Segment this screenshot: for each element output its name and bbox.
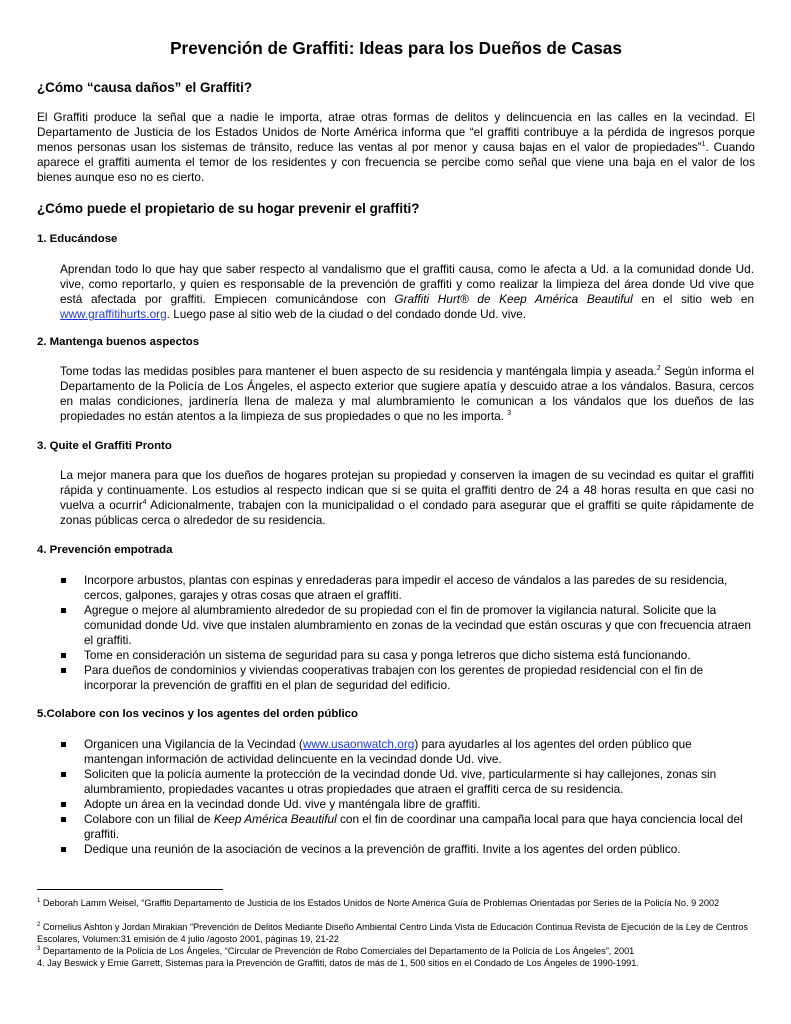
section-1-heading: 1. Educándose (37, 233, 118, 245)
section-3-heading: 3. Quite el Graffiti Pronto (37, 440, 172, 452)
bullet-icon (61, 802, 66, 807)
intro-paragraph: El Graffiti produce la señal que a nadie le importa, atrae otras formas de delitos y delincuencia en las calles en la vecindad. El Departamento de Justicia de los Estados Unidos de Norte América informa que “el graffiti contribuye a la pérdida de ingresos porque menos personas usan los sistemas de tránsito, reduce las ventas al por menor y causa bajas en el valor de propiedades”$^1$. Cuando aparece el graffiti aumenta el temor de los residentes y con frecuencia se percibe como señal que viene una baja en el valor de los bienes aunque eso no es cierto. (37, 110, 755, 184)
page-title: Prevención de Graffiti: Ideas para los Dueños de Casas (170, 38, 622, 58)
section-2-paragraph: Tome todas las medidas posibles para mantener el buen aspecto de su residencia y manténgala limpia y aseada.$^2$ Según informa el Departamento de la Policía de Los Ángeles, el aspecto exterior que sugiere apatía y descuido atrae a los vándalos. Basura, cercos en malas condiciones, jardinería llena de maleza y mal alumbramiento le comunican a los vándalos que los dueños de las propiedades no están atentos a la limpieza de sus propiedades o que no les importa. $^3$ (60, 364, 754, 423)
usaonwatch-link[interactable]: www.usaonwatch.org (302, 737, 415, 751)
section-3-paragraph: La mejor manera para que los dueños de hogares protejan su propiedad y conserven la imagen de su vecindad es quitar el graffiti rápida y continuamente. Los estudios al respecto indican que si se quita el graffiti dentro de 24 a 48 horas resulta en que casi no vuelva a ocurrir$^4$ Adicionalmente, trabajen con la municipalidad o el condado para asegurar que el graffiti se quite rápidamente de zonas públicas cerca o alrededor de su residencia. (60, 468, 754, 527)
list-item: Para dueños de condominios y viviendas cooperativas trabajen con los gerentes de propiedad residencial con el fin de incorporar la prevención de graffiti en el plan de seguridad del edificio. (60, 663, 754, 693)
list-item: Adopte un área en la vecindad donde Ud. vive y manténgala libre de graffiti. (60, 797, 754, 812)
section-5-heading: 5.Colabore con los vecinos y los agentes del orden público (37, 708, 358, 720)
list-item: Organicen una Vigilancia de la Vecindad (www.usaonwatch.org) para ayudarles al los agentes del orden público que mantengan información de actividad delincuente en la vecindad donde Ud. vive. (60, 737, 754, 767)
list-item: Dedique una reunión de la asociación de vecinos a la prevención de graffiti. Invite a los agentes del orden público. (60, 842, 754, 857)
section-2-heading: 2. Mantenga buenos aspectos (37, 336, 200, 348)
bullet-icon (61, 847, 66, 852)
bullet-icon (61, 578, 66, 583)
heading-why-damage: ¿Cómo “causa daños” el Graffiti? (37, 80, 253, 95)
heading-how-prevent: ¿Cómo puede el propietario de su hogar prevenir el graffiti? (37, 201, 420, 216)
footnote-4: 4. Jay Beswick y Ernie Garrett, Sistemas para la Prevención de Graffiti, datos de más de 1, 500 sitios en el Condado de Los Ángeles de 1990-1991. (37, 958, 639, 968)
bullet-icon (61, 668, 66, 673)
list-item: Colabore con un filial de Keep América Beautiful con el fin de coordinar una campaña local para que haya conciencia local del graffiti. (60, 812, 754, 842)
bullet-icon (61, 653, 66, 658)
graffitihurts-link[interactable]: www.graffitihurts.org (60, 307, 167, 321)
footnote-1: $^1$ Deborah Lamm Weisel, “Graffiti Departamento de Justicia de los Estados Unidos de Norte América Guía de Problemas Orientadas por Series de la Policía No. 9 2002 (37, 898, 720, 908)
list-item: Incorpore arbustos, plantas con espinas y enredaderas para impedir el acceso de vándalos a las paredes de su residencia, cercos, galpones, garajes y otras cosas que atraen el graffiti. (60, 573, 754, 603)
section-4-heading: 4. Prevención empotrada (37, 544, 173, 556)
bullet-icon (61, 742, 66, 747)
footnote-2: $^2$ Cornelius Ashton y Jordan Mirakian “Prevención de Delitos Mediante Diseño Ambiental Centro Linda Vista de Educación Continua Revista de Ejecución de la Ley de Centros Escolares, Volumen:31 emisión de 4 julio /agosto 2001, páginas 19, 21-22 (37, 922, 749, 944)
list-item: Tome en consideración un sistema de seguridad para su casa y ponga letreros que dicho sistema está funcionando. (60, 648, 754, 663)
bullet-icon (61, 772, 66, 777)
bullet-icon (61, 608, 66, 613)
list-item: Agregue o mejore al alumbramiento alrededor de su propiedad con el fin de promover la vigilancia natural. Solicite que la comunidad donde Ud. vive que instalen alumbramiento en zonas de la vecindad que están oscuras y que con frecuencia atraen el graffiti. (60, 603, 754, 648)
section-1-paragraph: Aprendan todo lo que hay que saber respecto al vandalismo que el graffiti causa, como le afecta a Ud. a la comunidad donde Ud. vive, como reportarlo, y quien es responsable de la prevención de graffiti y como realizar la limpieza del área donde Ud vive que está afectada por graffiti. Empiecen comunicándose con Graffiti Hurt® de Keep América Beautiful en el sitio web en www.graffitihurts.org. Luego pase al sitio web de la ciudad o del condado donde Ud. vive. (60, 262, 755, 321)
footnote-3: $^3$ Departamento de la Policía de Los Ángeles, “Circular de Prevención de Robo Comerciales del Departamento de la Policía de Los Ángeles”, 2001 (37, 946, 635, 956)
section-5-list (60, 737, 754, 857)
list-item: Soliciten que la policía aumente la protección de la vecindad donde Ud. vive, particularmente si hay callejones, zonas sin alumbramiento, propiedades vacantes u otras propiedades que atraen el graffiti cerca de su residencia. (60, 767, 754, 797)
bullet-icon (61, 817, 66, 822)
section-4-list (60, 573, 754, 693)
footnote-divider (37, 889, 223, 890)
